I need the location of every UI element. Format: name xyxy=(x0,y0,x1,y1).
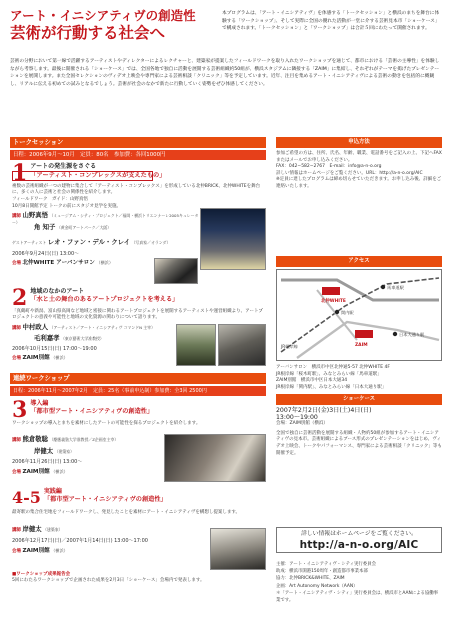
session-3-pre: 導入編 xyxy=(30,400,49,407)
map-station-2-label: 関内駅 xyxy=(341,310,354,315)
venue-label: 会場 xyxy=(12,356,21,361)
session-2-photo-1 xyxy=(176,324,216,366)
venue-name: ZAIM別館 xyxy=(22,548,50,554)
showcase-date: 2007年2月2日(金)3日(土)4日(日) xyxy=(276,407,372,414)
host-note: （建築家） xyxy=(54,449,75,454)
guest-label: ゲストアーティスト xyxy=(12,240,47,245)
session-45-host-1 xyxy=(12,526,152,534)
session-2-number: 2 xyxy=(12,285,28,311)
host-name: 中村政人 xyxy=(22,323,48,331)
access-venue-1: アーバンサロン 横浜市中区北仲通5-57 北仲WHITE 4F xyxy=(276,365,390,370)
host-name: 山野真悟 xyxy=(22,211,48,219)
session-2-title xyxy=(12,285,179,311)
session-2-host-2 xyxy=(34,335,184,343)
session-45-pre: 実践編 xyxy=(43,488,62,495)
map-station-3-marker xyxy=(393,332,397,336)
credits-grant: 助成：横浜市開港150周年・創造都市事業本部 xyxy=(276,569,368,575)
intro-text-right: 本プログラムは、「アート・イニシアティヴ」を体感する「トークセッション」と横浜のまちを舞台に体験する「ワークショップ」、そして実際に全国の優れた活動が一堂に介する芸術見本市「ショーケース」で構成されます。「トークセッション」と「ワークショップ」は合計５回にわたって開催されます。 xyxy=(222,11,440,32)
showcase-description: 全国で独自に芸術活動を展開する組織・人物約50組が参加するアート・イニシアティヴの見本市。芸術組織によるブース形式のプレゼンテーションをはじめ、ヴィデオ上映会、トークやパフォーマンス、専門家による芸術相談「クリニック」等も開催予定。 xyxy=(276,430,442,456)
session-1-number: 1 xyxy=(12,160,28,186)
title-line-2: 芸術が行動する社会へ xyxy=(10,24,166,42)
credits-note: ＊「アート・イニシアティヴ・シティ」実行委員会は、横浜市とAANによる協働事業です。 xyxy=(276,590,439,604)
session-3-subtitle: 「都市型アート・イニシアティヴの創造性」 xyxy=(30,408,154,416)
map-station-2-marker xyxy=(335,310,339,314)
session-1-date: 2006年9月24日(日) 13:00〜 xyxy=(12,251,80,257)
host-note: （黄金町アートパーク／大阪） xyxy=(56,225,112,230)
application-web: 詳しい情報はホームページをご覧ください。URL：http://a-n-o.org/AIC xyxy=(276,170,423,176)
session-1-time-note: 10月8日開館予定 トークの前にスタジオ見学を実施。 xyxy=(12,204,122,209)
workshop-band: 連続ワークショップ xyxy=(10,373,266,384)
venue-name: 北仲WHITE アーバンサロン xyxy=(22,260,95,266)
host-name: 岸健太 xyxy=(34,447,54,455)
credits-support: 協力：北仲BRICK&WHITE、ZAIM xyxy=(276,576,345,582)
map-venue-2-marker xyxy=(355,330,373,338)
session-2-venue xyxy=(12,355,162,362)
venue-name: ZAIM別館 xyxy=(22,469,50,475)
application-band: 申込方法 xyxy=(276,137,442,148)
host-label: 講師 xyxy=(12,326,21,331)
access-band: アクセス xyxy=(276,256,442,267)
host-name: 角 知子 xyxy=(34,223,56,231)
host-name: 毛利嘉孝 xyxy=(34,334,60,342)
host-note: （ミュージアム・シティ・プロジェクト／福岡・横浜トリエンナーレ2005キュレーター） xyxy=(12,213,199,226)
credits-cooperation: 企画：Art Autonomy Network（AAN） xyxy=(276,583,358,589)
session-1-subtitle: 「アーティスト・コンプレックスが支えたもの」 xyxy=(12,171,153,181)
showcase-venue: 会場：ZAIM別館（横浜） xyxy=(276,421,328,427)
session-3-title xyxy=(12,397,154,423)
talk-session-band: トークセッション xyxy=(10,137,266,148)
session-3-date: 2006年11月26日(日) 13:00〜 xyxy=(12,459,83,465)
map-station-3-label: 日本大通り駅 xyxy=(399,332,425,337)
flyer-title xyxy=(10,8,215,43)
map-graphic xyxy=(277,270,442,361)
venue-note: （横浜） xyxy=(51,469,68,474)
session-45-photo xyxy=(210,528,266,570)
host-name: 熊倉敬聡 xyxy=(22,435,48,443)
venue-name: ZAIM別館 xyxy=(22,355,50,361)
session-1-photo-2 xyxy=(154,258,198,284)
session-3-venue xyxy=(12,469,162,476)
host-label: 講師 xyxy=(12,528,21,533)
title-line-1: アート・イニシアティヴの創造性 xyxy=(10,8,196,23)
guest-note: （写真家／オランダ） xyxy=(131,240,171,245)
access-venue-1-route: JR根岸線「桜木町駅」、みなとみらい線「馬車道駅」 xyxy=(276,371,382,377)
workshop-report-text: 5回にわたるワークショップで企画された成果を2月3日「ショーケース」会場内で発表します。 xyxy=(12,578,205,584)
session-45-subtitle: 「都市型アート・イニシアティヴの創造性」 xyxy=(43,496,167,504)
venue-note: （横浜） xyxy=(51,548,68,553)
intro-text-full: 芸術の分野において第一線で活躍するアーティストやディレクターによるレクチャーと、建築家が提案したフィールドワークを取り入れたワークショップを通じて、都市における「芸術の主導性」を体験しながら考察します。最後に開催される「ショーケース」では、全国各地で独自に活動を展開する芸術組織約50組が、横浜スタジアムに隣接する「ZAIM」に集結し、それぞれがテーマを掲げたプレゼンテーションを展開します。また全国セレクションのヴィデオ上映会や専門家による芸術相談「クリニック」等を予定しています。近年、注目を集めるアート・イニシアティヴによる芸術の動きを包括的に概観し、リアルに伝える初めての試みとなるでしょう。芸術が社会のなかで新たに行動していく姿勢をぜひ体感してください。 xyxy=(10,59,440,87)
session-2-photo-2 xyxy=(218,324,266,366)
workshop-report xyxy=(12,572,266,585)
host-label: 講師 xyxy=(12,214,21,219)
session-45-number: 4-5 xyxy=(12,488,41,507)
session-3-description: ワークショップの導入とまちを素材にしたアートの可能性を探るプロジェクトを紹介します。 xyxy=(12,421,201,426)
session-1-host-2 xyxy=(34,224,214,232)
session-45-date: 2006年12月17日(日)／2007年1月14日(日) 13:00〜17:00 xyxy=(12,538,148,544)
session-2-heading: 地域のなかのアート xyxy=(30,288,85,295)
workshop-report-title: ■ワークショップ成果報告会 xyxy=(12,572,71,577)
guest-name: レオ・ファン・デル・クレイ xyxy=(47,238,131,246)
venue-note: （横浜） xyxy=(96,260,114,265)
session-3-photo xyxy=(164,434,266,482)
access-venue-2-route: JR根岸線「関内駅」、みなとみらい線「日本大通り駅」 xyxy=(276,384,387,390)
session-2-subtitle: 「水と土の舞台のあるアートプロジェクトを考える」 xyxy=(30,296,179,304)
showcase-block xyxy=(276,408,442,457)
credits xyxy=(276,561,442,604)
session-3-host-1 xyxy=(12,436,162,444)
session-1-title xyxy=(12,160,166,186)
map-venue-1-label: 北仲WHITE xyxy=(321,299,346,304)
host-note: （建築家） xyxy=(43,527,63,532)
session-45-description: 最寄駅の集合住宅地をフィールドワークし、発見したことを素材にアート・イニシアティヴを構想し提案します。 xyxy=(12,510,241,515)
venue-note: （横浜） xyxy=(51,355,68,360)
workshop-schedule: 日程：2006年11月〜2007年2月 定員：25名（事前申込制）参加費：全3回 2500円 xyxy=(10,386,266,396)
website-box[interactable] xyxy=(276,527,442,553)
host-note: （慶應義塾大学准教授／Z企画室主宰） xyxy=(49,437,119,442)
application-block xyxy=(276,151,442,191)
access-venues xyxy=(276,365,442,391)
map-line-label: JR根岸線 xyxy=(281,344,298,349)
talk-session-schedule: 日程：2006年9月〜10月 定員：80名 参加費：各回1000円 xyxy=(10,150,266,160)
showcase-band: ショーケース xyxy=(276,394,442,405)
host-note: （アーティスト／アート・イニシアティヴ コマンドN 主宰） xyxy=(49,325,155,330)
showcase-time: 13:00〜19:00 xyxy=(276,413,318,421)
application-text: 参加ご希望の方は、住所、氏名、年齢、職業、電話番号をご記入の上、下記へFAXまたはメールでお申し込みください。 xyxy=(276,151,442,163)
map-venue-2-label: ZAIM xyxy=(355,343,368,348)
session-3-host-2 xyxy=(34,448,154,456)
session-1-photo xyxy=(200,208,266,270)
venue-label: 会場 xyxy=(12,470,21,475)
application-notes: ※定員に達したプログラムは締め切らせていただきます。お申し込み後、詳細をご連絡いたします。 xyxy=(276,177,442,189)
website-url[interactable]: http://a-n-o.org/AIC xyxy=(299,538,419,551)
session-45-venue xyxy=(12,548,162,555)
venue-label: 会場 xyxy=(12,261,21,266)
host-name: 岸健太 xyxy=(22,525,42,533)
credits-organizer: 主催：アート・イニシアティヴ・シティ実行委員会 xyxy=(276,562,376,567)
application-fax: FAX：042−582−2767 E-mail：info@a-n-o.org xyxy=(276,164,382,170)
session-1-guide: フィールドワーク ガイド：山野真悟 xyxy=(12,197,88,202)
map-station-1-label: 馬車道駅 xyxy=(387,285,404,290)
host-note: （東京藝術大学准教授） xyxy=(61,336,104,341)
session-2-date: 2006年10月15日(日) 17:00〜19:00 xyxy=(12,346,97,352)
session-2-description: 「真鶴町や新潟、富山県高岡など地域と密接に関わるアートプロジェクトを展開するアーティストや運営組織より、アートプロジェクトの意義や可能性と地域の文化資源の関わりについて語ります。 xyxy=(12,309,263,321)
session-1-heading: アートの発生源をさぐる xyxy=(30,163,97,170)
access-venue-2: ZAIM別館 横浜市中区日本大通34 xyxy=(276,378,348,384)
website-line: 詳しい情報はホームページをご覧ください。 xyxy=(301,531,417,537)
map-venue-1-marker xyxy=(322,287,340,295)
access-map xyxy=(276,269,442,361)
session-1-description: 複数の芸術組織が一つの建物に集合して「アーティスト・コンプレックス」を形成している北仲BRICK、北仲WHITEを舞台に、多くの人に芸術と社会の関係性を紹介します。 xyxy=(12,184,261,196)
host-label: 講師 xyxy=(12,438,21,443)
session-3-number: 3 xyxy=(12,397,28,423)
map-station-1-marker xyxy=(381,285,385,289)
venue-label: 会場 xyxy=(12,549,21,554)
session-45-title xyxy=(12,488,167,508)
